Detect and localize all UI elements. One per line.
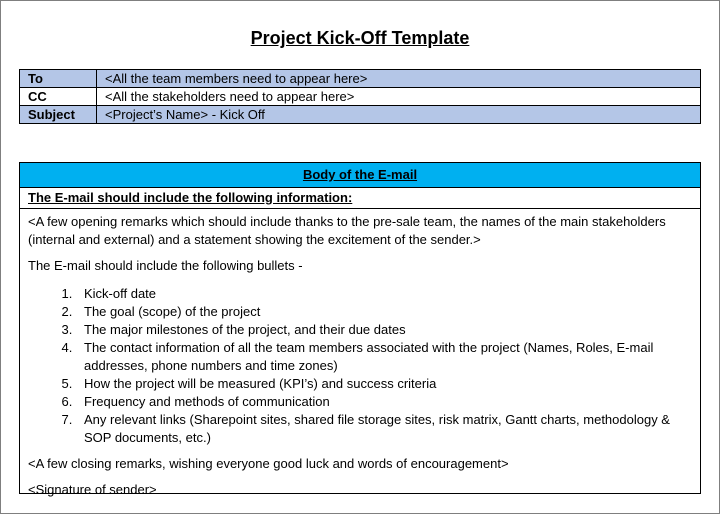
document-title: Project Kick-Off Template bbox=[250, 28, 470, 48]
body-subheading: The E-mail should include the following information: bbox=[20, 188, 700, 209]
to-value: <All the team members need to appear here> bbox=[97, 70, 701, 88]
cc-label: CC bbox=[20, 88, 97, 106]
bullet-list bbox=[28, 285, 694, 447]
header-row-subject bbox=[20, 106, 701, 124]
signature: <Signature of sender> bbox=[28, 482, 157, 497]
list-item: 3. The major milestones of the project, and their due dates bbox=[76, 321, 694, 339]
list-item: 5. How the project will be measured (KPI’s) and success criteria bbox=[76, 375, 694, 393]
opening-remarks: <A few opening remarks which should include thanks to the pre-sale team, the names of the main stakeholders (internal and external) and a statement showing the excitement of the sender.> bbox=[28, 214, 666, 247]
header-row-cc bbox=[20, 88, 701, 106]
bullets-intro: The E-mail should include the following bullets - bbox=[28, 258, 303, 273]
list-item: 7. Any relevant links (Sharepoint sites, shared file storage sites, risk matrix, Gantt charts, methodology & SOP documents, etc.) bbox=[76, 411, 694, 447]
cc-value: <All the stakeholders need to appear here> bbox=[97, 88, 701, 106]
subject-value: <Project’s Name> - Kick Off bbox=[97, 106, 701, 124]
list-item: 1. Kick-off date bbox=[76, 285, 694, 303]
list-item: 4. The contact information of all the team members associated with the project (Names, Roles, E-mail addresses, phone numbers and time zones) bbox=[76, 339, 694, 375]
email-header-table bbox=[19, 69, 701, 124]
list-item: 6. Frequency and methods of communication bbox=[76, 393, 694, 411]
to-label: To bbox=[20, 70, 97, 88]
header-row-to bbox=[20, 70, 701, 88]
subject-label: Subject bbox=[20, 106, 97, 124]
closing-remarks: <A few closing remarks, wishing everyone good luck and words of encouragement> bbox=[28, 456, 509, 471]
email-body-box bbox=[19, 162, 701, 497]
list-item: 2. The goal (scope) of the project bbox=[76, 303, 694, 321]
body-content bbox=[20, 209, 700, 499]
body-heading: Body of the E-mail bbox=[20, 163, 700, 188]
